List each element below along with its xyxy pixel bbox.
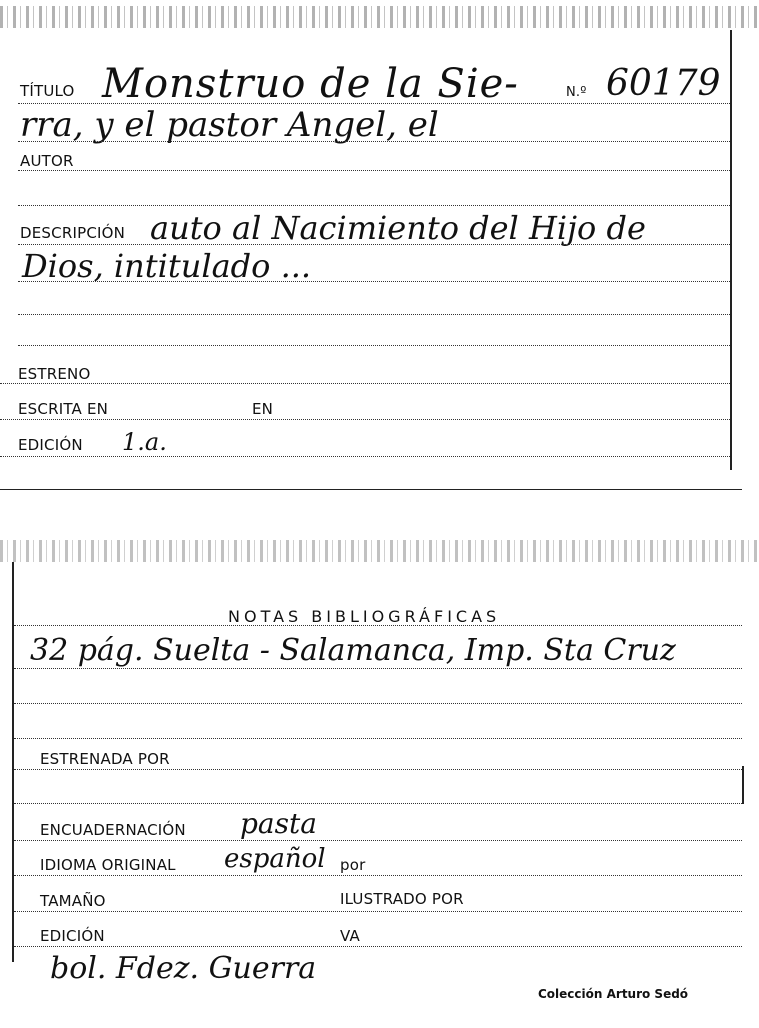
tamano-label: TAMAÑO [40,892,106,910]
estrenada-por-label: ESTRENADA POR [40,750,170,768]
encuadernacion-label: ENCUADERNACIÓN [40,821,186,839]
descripcion-line-2 [18,281,730,282]
notas-line [14,625,742,626]
por-label: por [340,856,366,874]
autor-line-2 [18,205,730,206]
estrenada-line [14,769,742,770]
notas-line-2 [14,668,742,669]
encuadernacion-value: pasta [240,807,317,840]
edicion-label-back: EDICIÓN [40,927,105,945]
idioma-original-value: español [224,844,326,874]
edicion-line-back [14,946,742,947]
va-label: VA [340,927,360,945]
title-handwriting-line1: Monstruo de la Sie- [102,61,519,107]
titulo-label: TÍTULO [20,82,75,100]
card-front-right-border [730,30,732,470]
idioma-original-label: IDIOMA ORIGINAL [40,856,176,874]
estreno-label: ESTRENO [18,365,91,383]
card-back-right-mark [742,766,744,804]
numero-label: N.º [566,85,587,100]
titulo-line-2 [18,141,730,142]
descripcion-line [18,244,730,245]
card-back-torn-edge [0,540,759,562]
descripcion-label: DESCRIPCIÓN [20,224,126,242]
escrita-line [0,419,730,420]
notas-line-3 [14,703,742,704]
card-back [0,540,759,1028]
title-handwriting-line2: rra, y el pastor Angel, el [20,105,439,145]
card-front-torn-edge [0,6,759,28]
en-label: EN [252,400,274,418]
descripcion-handwriting-line1: auto al Nacimiento del Hijo de [150,209,646,247]
edicion-value-front: 1.a. [122,428,167,456]
edicion-label-front: EDICIÓN [18,436,83,454]
idioma-line [14,875,742,876]
escrita-en-label: ESCRITA EN [18,400,109,418]
numero-value: 60179 [606,63,721,104]
card-front [0,0,759,500]
notas-heading: NOTAS BIBLIOGRÁFICAS [228,607,501,626]
descripcion-handwriting-line2: Dios, intitulado ... [22,247,312,285]
descripcion-line-3 [18,314,730,315]
edicion-line-front [0,456,730,457]
titulo-line [18,103,730,104]
estrenada-line-2 [14,803,742,804]
notas-handwriting: 32 pág. Suelta - Salamanca, Imp. Sta Cruz [30,633,676,668]
ilustrado-por-label: ILUSTRADO POR [340,890,464,908]
encuadernacion-line [14,840,742,841]
estreno-line [0,383,730,384]
descripcion-line-4 [18,345,730,346]
card-back-left-border [12,562,14,962]
tamano-line [14,911,742,912]
autor-line [18,170,730,171]
collection-label: Colección Arturo Sedó [538,987,689,1001]
autor-label: AUTOR [20,152,74,170]
card-front-bottom-edge [0,489,742,490]
notas-line-4 [14,738,742,739]
footer-handwriting: bol. Fdez. Guerra [50,951,317,986]
